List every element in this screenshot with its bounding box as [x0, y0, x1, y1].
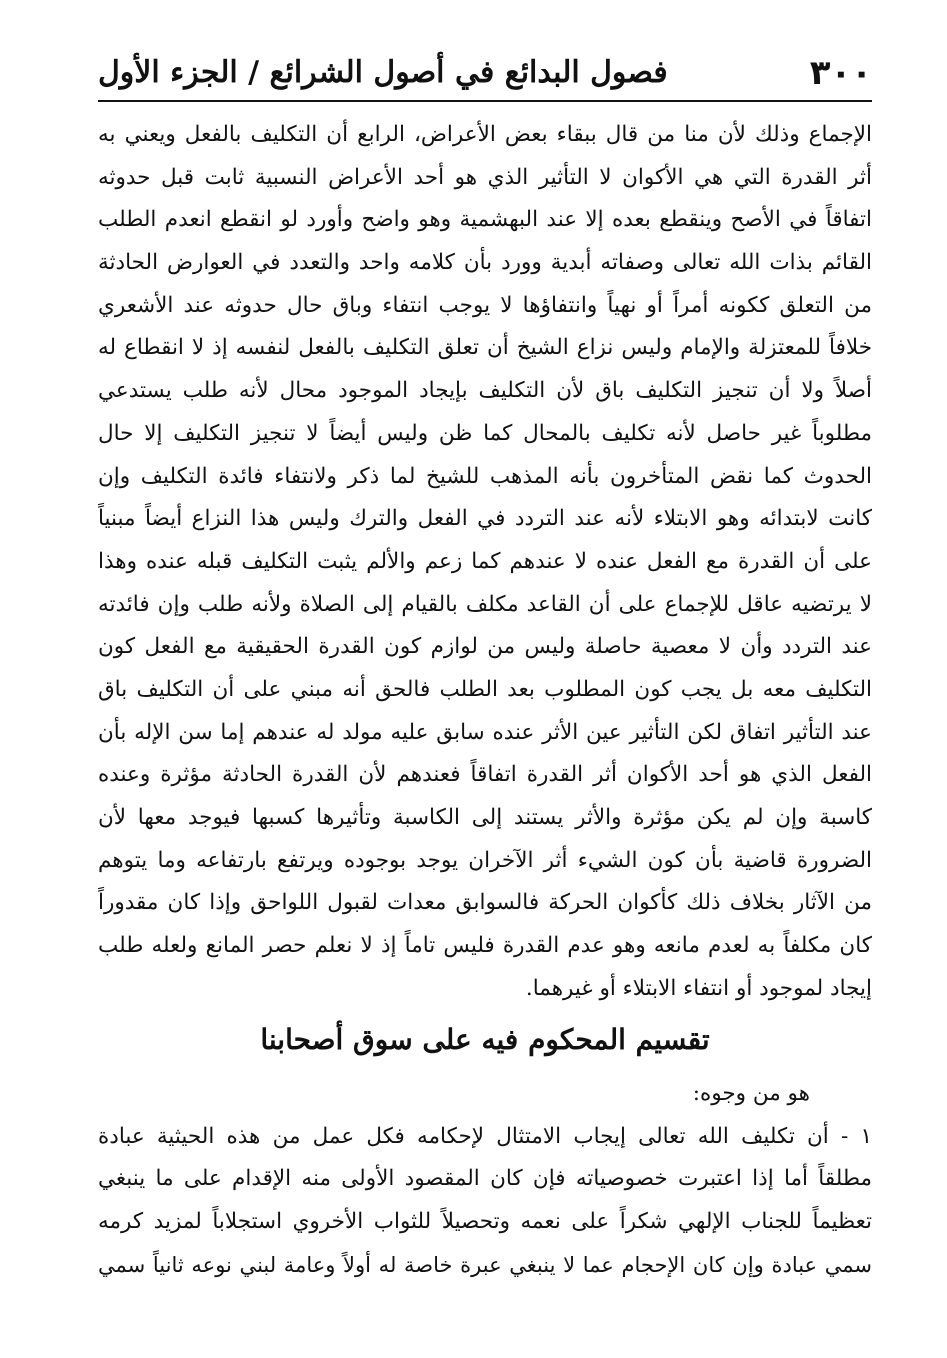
page-number: ٣٠٠: [809, 53, 872, 93]
paragraph-line: اتفاقاً في الأصح وينقطع بعده إلا عند البهشمية وهو واضح وأورد لو انقطع انعدم الطلب: [98, 207, 872, 233]
section-line: سمي عبادة وإن كان الإحجام عما لا ينبغي عبرة خاصة له أولاً وعامة لبني نوعه ثانياً سمي: [98, 1252, 872, 1277]
paragraph-line: القائم بذات الله تعالى وصفاته أبدية وورد بأن كلامه واحد والتعدد في العوارض الحادثة: [98, 250, 872, 276]
paragraph-line: الفعل الذي هو أحد الأكوان أثر القدرة اتفاقاً فعندهم لأن القدرة الحادثة مؤثرة وعنده: [98, 762, 872, 788]
page-header: [98, 38, 872, 102]
paragraph-line: مطلوباً غير حاصل لأنه تكليف بالمحال كما ظن وليس أيضاً لا تنجيز التكليف إلا حال: [98, 420, 872, 446]
paragraph-line: كانت لابتدائه وهو الابتلاء لأنه عند التردد في الفعل والترك وليس هذا النزاع أيضاً مبنياً: [98, 506, 872, 532]
section-body: [98, 1073, 872, 1286]
paragraph-line: خلافاً للمعتزلة والإمام وليس نزاع الشيخ أن تعلق التكليف بالفعل لنفسه إذ لا انقطاع له: [98, 335, 872, 361]
section-line: ١ - أن تكليف الله تعالى إيجاب الامتثال لإحكامه فكل عمل من هذه الحيثية عبادة: [98, 1123, 872, 1149]
paragraph-line: عند التأثير اتفاق لكن التأثير عين الأثر عنده سابق عليه مولد له عندهم إما سن الإله بأن: [98, 719, 872, 745]
paragraph-line: الحدوث كما نقض المتأخرون بأنه المذهب للشيخ لما ذكر ولانتفاء فائدة التكليف وإن: [98, 463, 872, 489]
paragraph-line: كاسبة وإن لم يكن مؤثرة والأثر يستند إلى الكاسبة وتأثيرها كسبها فيوجد معها لأن: [98, 805, 872, 830]
paragraph-line: الضرورة قاضية بأن كون الشيء أثر الآخران يوجد بوجوده ويرتفع بارتفاعه وما يتوهم: [98, 847, 872, 873]
section-line: مطلقاً أما إذا اعتبرت خصوصياته فإن كان المقصود الأولى منه الإقدام على ما ينبغي: [98, 1166, 872, 1192]
book-title: فصول البدائع في أصول الشرائع / الجزء الأول: [98, 55, 668, 90]
main-paragraph: [98, 114, 872, 1010]
section-line: تعظيماً للجناب الإلهي شكراً على نعمه وتحصيلاً للثواب الأخروي استجلاباً لمزيد كرمه: [98, 1209, 872, 1235]
paragraph-line: كان مكلفاً به لعدم مانعه وهو عدم القدرة فليس تاماً إذ لا نعلم حصر المانع ولعله طلب: [98, 933, 872, 959]
paragraph-line: أثر القدرة التي هي الأكوان لا التأثير الذي هو أحد الأعراض النسبية ثابت قبل حدوثه: [98, 164, 872, 190]
paragraph-line: من الآثار بخلاف ذلك كأكوان الحركة فالسوابق معدات لقبول اللواحق وإذا كان مقدوراً: [98, 890, 872, 916]
paragraph-line: لا يرتضيه عاقل للإجماع على أن القاعد مكلف بالقيام إلى الصلاة ولأنه طلب وإن فائدته: [98, 591, 872, 617]
paragraph-line: التكليف معه بل يجب كون المطلوب بعد الطلب فالحق أنه مبني على أن التكليف باق: [98, 676, 872, 702]
section-heading: تقسيم المحكوم فيه على سوق أصحابنا: [260, 1023, 710, 1056]
paragraph-line: من التعلق ككونه أمراً أو نهياً وانتفاؤها لا يوجب انتفاء وباق حال حدوثه عند الأشعري: [98, 292, 872, 318]
section-intro: هو من وجوه:: [692, 1081, 810, 1106]
paragraph-line: على أن القدرة مع الفعل عنده لا عندهم كما زعم والألم يثبت التكليف قبله عنده وهذا: [98, 548, 872, 574]
paragraph-line: الإجماع وذلك لأن منا من قال ببقاء بعض الأعراض، الرابع أن التكليف بالفعل ويعني به: [98, 122, 872, 147]
paragraph-line: عند التردد وأن لا معصية حاصلة وليس من لوازم كون القدرة الحقيقية مع الفعل كون: [98, 634, 872, 660]
paragraph-line: أصلاً ولا أن تنجيز التكليف باق لأن التكليف بإيجاد الموجود محال لأنه طلب يستدعي: [98, 378, 872, 404]
paragraph-line: إيجاد لموجود أو انتفاء الابتلاء أو غيرهما.: [525, 975, 872, 1001]
